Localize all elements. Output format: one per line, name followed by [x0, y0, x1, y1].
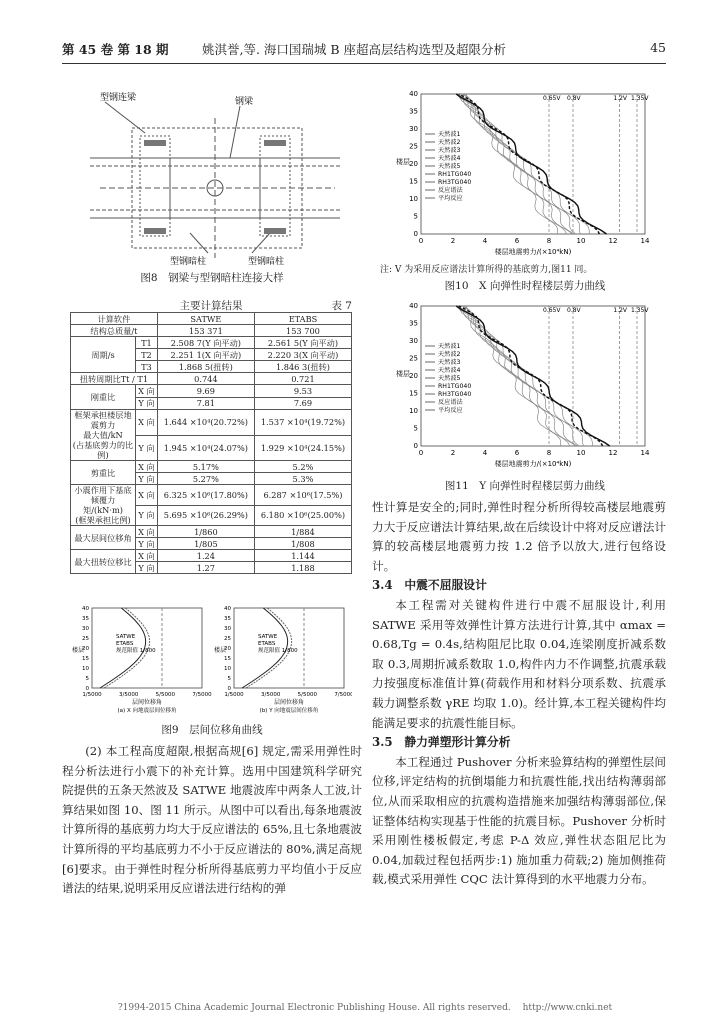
row-drift-label: 最大层间位移角 [71, 526, 136, 550]
fig10-note: 注: V 为采用反应谱法计算所得的基底剪力,图11 同。 [380, 265, 593, 275]
cell: 1.188 [254, 562, 351, 574]
shear-ytick-label: 30 [409, 337, 418, 345]
fig9-xtick-label: 3/5000 [260, 692, 281, 698]
shear-ref-label: 1.35V [631, 95, 649, 102]
shear-ytick-label: 20 [409, 372, 418, 380]
shear-ytick-label: 35 [409, 107, 418, 116]
table7-caption: 主要计算结果 [179, 300, 243, 312]
cell: T3 [136, 361, 158, 373]
fig8-label-hidden-column-a: 型钢暗柱 [170, 257, 207, 267]
shear-curve [456, 94, 606, 234]
row-torsional-disp-label: 最大扭转位移比 [71, 550, 136, 574]
shear-ytick-label: 10 [409, 407, 418, 415]
shear-xtick-label: 10 [576, 237, 586, 245]
shear-xtick-label: 6 [514, 237, 520, 245]
fig9-chart [70, 604, 352, 716]
fig8-label-steel-beam: 钢梁 [235, 97, 254, 107]
fig9-ytick-label: 20 [224, 646, 231, 652]
fig9-legend-item: ETABS [116, 641, 134, 647]
section-3-5-heading: 3.5 静力弹塑形计算分析 [372, 735, 511, 750]
fig9-ytick-label: 0 [227, 686, 231, 692]
shear-legend-item: RH3TG040 [438, 391, 472, 398]
row-mass-label: 结构总质量/t [71, 325, 158, 337]
label-line: 倾覆力矩/(kN·m) [83, 495, 123, 515]
cell: 6.287 ×10⁶(17.5%) [254, 485, 351, 506]
cell: 1.868 5(扭转) [157, 361, 254, 373]
row-torsion-label: 扭转周期比Tt / T1 [71, 373, 158, 385]
cell: 1.27 [157, 562, 254, 574]
left-body-text [62, 742, 362, 899]
shear-ytick-label: 0 [413, 442, 418, 450]
shear-legend-item: 天然波2 [438, 351, 461, 358]
shear-ytick-label: 20 [409, 160, 418, 168]
shear-ref-label: 1.2V [613, 95, 628, 102]
fig9-ytick-label: 25 [82, 636, 89, 642]
fig11-caption: 图11 Y 向弹性时程楼层剪力曲线 [444, 480, 606, 492]
shear-ref-label: 0.65V [543, 307, 561, 314]
table-7 [70, 312, 352, 574]
fig9-ytick-label: 5 [85, 676, 89, 682]
shear-ytick-label: 25 [409, 354, 418, 363]
fig9-ytick-label: 35 [82, 616, 89, 622]
shear-xtick-label: 0 [418, 237, 424, 245]
th-software: 计算软件 [71, 313, 158, 325]
shear-xtick-label: 10 [576, 449, 586, 457]
shear-xtick-label: 2 [450, 237, 456, 245]
cell: 6.325 ×10⁶(17.80%) [157, 485, 254, 506]
table7-number: 表 7 [331, 300, 352, 312]
shear-legend-item: 平均反应 [438, 407, 463, 414]
fig9-xtick-label: 7/5000 [192, 692, 212, 698]
fig9-ytick-label: 20 [82, 646, 89, 652]
fig9-legend-item: ETABS [258, 641, 276, 647]
cell: 1.846 3(扭转) [254, 361, 351, 373]
row-stiffness-label: 刚重比 [71, 385, 136, 410]
cell: Y 向 [136, 562, 158, 574]
figure-8 [70, 88, 352, 268]
shear-xtick-label: 12 [608, 449, 618, 457]
journal-volume: 第 45 卷 第 18 期 [62, 42, 169, 57]
cell: X 向 [136, 461, 158, 473]
fig9-legend-item: 规范限值 1/800 [116, 648, 156, 654]
shear-ytick-label: 40 [409, 90, 418, 98]
th-satwe: SATWE [157, 313, 254, 325]
shear-curve [458, 94, 567, 234]
cell: 2.561 5(Y 向平动) [254, 337, 351, 349]
shear-ytick-label: 15 [409, 389, 418, 398]
cell: 2.508 7(Y 向平动) [157, 337, 254, 349]
fig9-caption: 图9 层间位移角曲线 [161, 724, 263, 736]
cell: Y 向 [136, 397, 158, 410]
fig9-ytick-label: 35 [224, 616, 231, 622]
figure-9 [70, 604, 352, 716]
fig9-legend-item: 规范限值 1/800 [258, 648, 298, 654]
label-line: 小震作用下基底 [74, 485, 132, 495]
paragraph-continue: 性计算是安全的;同时,弹性时程分析所得较高楼层地震剪力大于反应谱法计算结果,故在后续设计中将对反应谱法计算的较高楼层地震剪力按 1.2 倍予以放大,进行包络设计。 [372, 500, 666, 573]
shear-xtick-label: 4 [482, 449, 488, 457]
fig10-chart [395, 88, 665, 260]
cell: Y 向 [136, 505, 158, 526]
figure-11 [395, 300, 665, 472]
shear-ytick-label: 40 [409, 302, 418, 310]
shear-xtick-label: 8 [546, 237, 552, 245]
shear-ytick-label: 5 [413, 424, 418, 433]
fig9-ylabel: 楼层 [213, 647, 227, 654]
fig9-ytick-label: 40 [224, 606, 231, 612]
shear-ytick-label: 10 [409, 195, 418, 203]
fig8-label-hidden-column-b: 型钢暗柱 [248, 257, 285, 267]
row-otm-label [71, 485, 136, 526]
fig8-caption: 图8 钢梁与型钢暗柱连接大样 [140, 272, 284, 284]
shear-legend-item: 天然波1 [438, 131, 461, 138]
fig9-ytick-label: 40 [82, 606, 89, 612]
running-header [62, 40, 666, 62]
table7-title-row [70, 298, 352, 313]
shear-xtick-label: 0 [418, 449, 424, 457]
fig9-xlabel: 层间位移角 [273, 699, 305, 706]
label-line: (占基底剪力的比例) [72, 440, 134, 460]
cell: 9.69 [157, 385, 254, 398]
cell: 1.945 ×10⁴(24.07%) [157, 435, 254, 461]
cell: X 向 [136, 410, 158, 436]
cell: 2.251 1(X 向平动) [157, 349, 254, 361]
shear-ylabel: 楼层 [396, 370, 410, 378]
fig9-xtick-label: 3/5000 [118, 692, 139, 698]
shear-ytick-label: 35 [409, 319, 418, 328]
cell: 1/808 [254, 538, 351, 550]
shear-xtick-label: 6 [514, 449, 520, 457]
shear-legend-item: RH1TG040 [438, 383, 472, 390]
shear-ref-label: 1.35V [631, 307, 649, 314]
cell: T1 [136, 337, 158, 349]
fig9-xtick-label: 1/5000 [82, 692, 102, 698]
cell: 1.929 ×10⁴(24.15%) [254, 435, 351, 461]
shear-xtick-label: 14 [640, 449, 650, 457]
fig9-xtick-label: 7/5000 [334, 692, 352, 698]
cell: 9.53 [254, 385, 351, 398]
shear-curve [458, 306, 570, 446]
shear-xtick-label: 12 [608, 237, 618, 245]
right-body-text [372, 498, 666, 890]
shear-legend-item: 天然波2 [438, 139, 461, 146]
label-line: 最大值/kN [83, 430, 123, 440]
page-number: 45 [650, 40, 666, 55]
fig9-ytick-label: 0 [85, 686, 89, 692]
cell: 1.537 ×10⁴(19.72%) [254, 410, 351, 436]
shear-ref-label: 0.65V [543, 95, 561, 102]
cell: 1.644 ×10⁴(20.72%) [157, 410, 254, 436]
shear-legend-item: 天然波5 [438, 163, 461, 170]
shear-ytick-label: 5 [413, 212, 418, 221]
fig9-ytick-label: 15 [82, 656, 89, 662]
shear-xlabel: 楼层地震剪力/(×10⁴kN) [494, 460, 572, 468]
cell: 7.69 [254, 397, 351, 410]
cell: 0.721 [254, 373, 351, 385]
shear-legend-item: 平均反应 [438, 195, 463, 202]
fig10-caption: 图10 X 向弹性时程楼层剪力曲线 [444, 280, 606, 292]
shear-legend-item: RH3TG040 [438, 179, 472, 186]
cell: 5.695 ×10⁶(26.29%) [157, 505, 254, 526]
shear-ytick-label: 15 [409, 177, 418, 186]
cell: 1.144 [254, 550, 351, 562]
shear-ytick-label: 25 [409, 142, 418, 151]
shear-ytick-label: 0 [413, 230, 418, 238]
section-3-4-heading: 3.4 中震不屈服设计 [372, 578, 487, 593]
cell: 1/860 [157, 526, 254, 538]
figure-10 [395, 88, 665, 260]
row-frame-shear-label [71, 410, 136, 461]
shear-ylabel: 楼层 [396, 158, 410, 166]
cell: X 向 [136, 550, 158, 562]
cell: X 向 [136, 526, 158, 538]
cell: 153 371 [157, 325, 254, 337]
fig9-legend-item: SATWE [258, 634, 278, 640]
shear-legend-item: 天然波3 [438, 147, 461, 154]
cell: Y 向 [136, 473, 158, 485]
cell: 2.220 3(X 向平动) [254, 349, 351, 361]
shear-ref-label: 1.2V [613, 307, 628, 314]
fig9-ytick-label: 25 [224, 636, 231, 642]
copyright-footer: ?1994-2015 China Academic Journal Electronic Publishing House. All rights reserved. http://www.cnki.net [117, 1003, 613, 1013]
shear-legend-item: 反应谱法 [438, 187, 463, 194]
cell: 5.2% [254, 461, 351, 473]
fig9-ylabel: 楼层 [71, 647, 85, 654]
cell: 1/884 [254, 526, 351, 538]
fig9-xtick-label: 1/5000 [224, 692, 244, 698]
row-shear-weight-label: 剪重比 [71, 461, 136, 485]
fig9-ytick-label: 10 [224, 666, 231, 672]
paragraph-midquake: 本工程需对关键构件进行中震不屈服设计,利用 SATWE 采用等效弹性计算方法进行计算,其中 αmax = 0.68,Tg = 0.4s,结构阻尼比取 0.04,连梁刚度折减系数取 0.3,周期折减系数取 1.0,构件内力不作调整,抗震承载力按强度标准值计算(荷载作用和材料分项系数、抗震承载力调整系数 γRE 均取 1.0)。经计算,本工程关键构件均能满足要求的抗震性能目标。 [372, 597, 666, 730]
fig9-ytick-label: 15 [224, 656, 231, 662]
cell: 5.17% [157, 461, 254, 473]
shear-legend-item: RH1TG040 [438, 171, 472, 178]
fig9-ytick-label: 10 [82, 666, 89, 672]
cell: X 向 [136, 485, 158, 506]
cell: 1/805 [157, 538, 254, 550]
cell: X 向 [136, 385, 158, 398]
fig9-xlabel: 层间位移角 [131, 699, 163, 706]
cell: Y 向 [136, 435, 158, 461]
shear-legend-item: 反应谱法 [438, 399, 463, 406]
shear-xtick-label: 4 [482, 237, 488, 245]
fig9-subcaption: (b) Y 向地震层间位移角 [259, 708, 319, 714]
shear-xtick-label: 2 [450, 449, 456, 457]
fig11-chart [395, 300, 665, 472]
cell: 0.744 [157, 373, 254, 385]
shear-legend-item: 天然波4 [438, 155, 461, 162]
header-rule [62, 63, 666, 64]
article-title: 姚淇誉,等. 海口国瑞城 B 座超高层结构选型及超限分析 [202, 42, 507, 57]
shear-legend-item: 天然波4 [438, 367, 461, 374]
th-etabs: ETABS [254, 313, 351, 325]
fig9-ytick-label: 30 [224, 626, 231, 632]
cell: 5.3% [254, 473, 351, 485]
fig9-ytick-label: 5 [227, 676, 231, 682]
label-line: 框架承担楼层地震剪力 [74, 410, 132, 430]
shear-xtick-label: 8 [546, 449, 552, 457]
shear-xlabel: 楼层地震剪力/(×10⁴kN) [494, 248, 572, 256]
paragraph-time-history: (2) 本工程高度超限,根据高规[6] 规定,需采用弹性时程分析法进行小震下的补充计算。选用中国建筑科学研究院提供的五条天然波及 SATWE 地震波库中两条人工波,计算结果如图 10、图 11 所示。从图中可以看出,每条地震波计算所得的基底剪力均大于反应谱法的 65%,且七条地震波计算所得的平均基底剪力不小于反应谱法的 80%,满足高规[6]要求。由于弹性时程分析所得基底剪力平均值小于反应谱法的结果,说明采用反应谱法进行结构的弹 [62, 744, 362, 896]
row-period-label: 周期/s [71, 337, 136, 373]
fig8-label-steel-coupling-beam: 型钢连梁 [100, 93, 137, 103]
cell: T2 [136, 349, 158, 361]
shear-legend-item: 天然波1 [438, 343, 461, 350]
fig9-xtick-label: 5/5000 [155, 692, 176, 698]
label-line: (框架承担比例) [75, 515, 131, 525]
cell: 7.81 [157, 397, 254, 410]
cell: 6.180 ×10⁶(25.00%) [254, 505, 351, 526]
shear-legend-item: 天然波5 [438, 375, 461, 382]
fig9-subcaption: (a) X 向地震层间位移角 [117, 708, 177, 714]
cell: 5.27% [157, 473, 254, 485]
cell: 1.24 [157, 550, 254, 562]
shear-ref-label: 0.8V [567, 307, 581, 314]
shear-curve [464, 306, 580, 446]
fig9-legend-item: SATWE [116, 634, 136, 640]
cell: Y 向 [136, 538, 158, 550]
shear-legend-item: 天然波3 [438, 359, 461, 366]
paragraph-pushover: 本工程通过 Pushover 分析来验算结构的弹塑性层间位移,评定结构的抗倒塌能力和抗震性能,找出结构薄弱部位,从而采取相应的抗震构造措施来加强结构薄弱部位,保证整体结构实现基于性能的抗震目标。Pushover 分析时采用刚性楼板假定,考虑 P-Δ 效应,弹性状态阻尼比为 0.04,加载过程包括两步:1) 施加重力荷载;2) 施加侧推荷载,模式采用弹性 CQC 法计算得到的水平地震力分布。 [372, 754, 666, 887]
fig8-drawing [70, 88, 352, 268]
cell: 153 700 [254, 325, 351, 337]
fig9-ytick-label: 30 [82, 626, 89, 632]
shear-ytick-label: 30 [409, 125, 418, 133]
shear-ref-label: 0.8V [567, 95, 581, 102]
fig9-xtick-label: 5/5000 [297, 692, 318, 698]
shear-xtick-label: 14 [640, 237, 650, 245]
